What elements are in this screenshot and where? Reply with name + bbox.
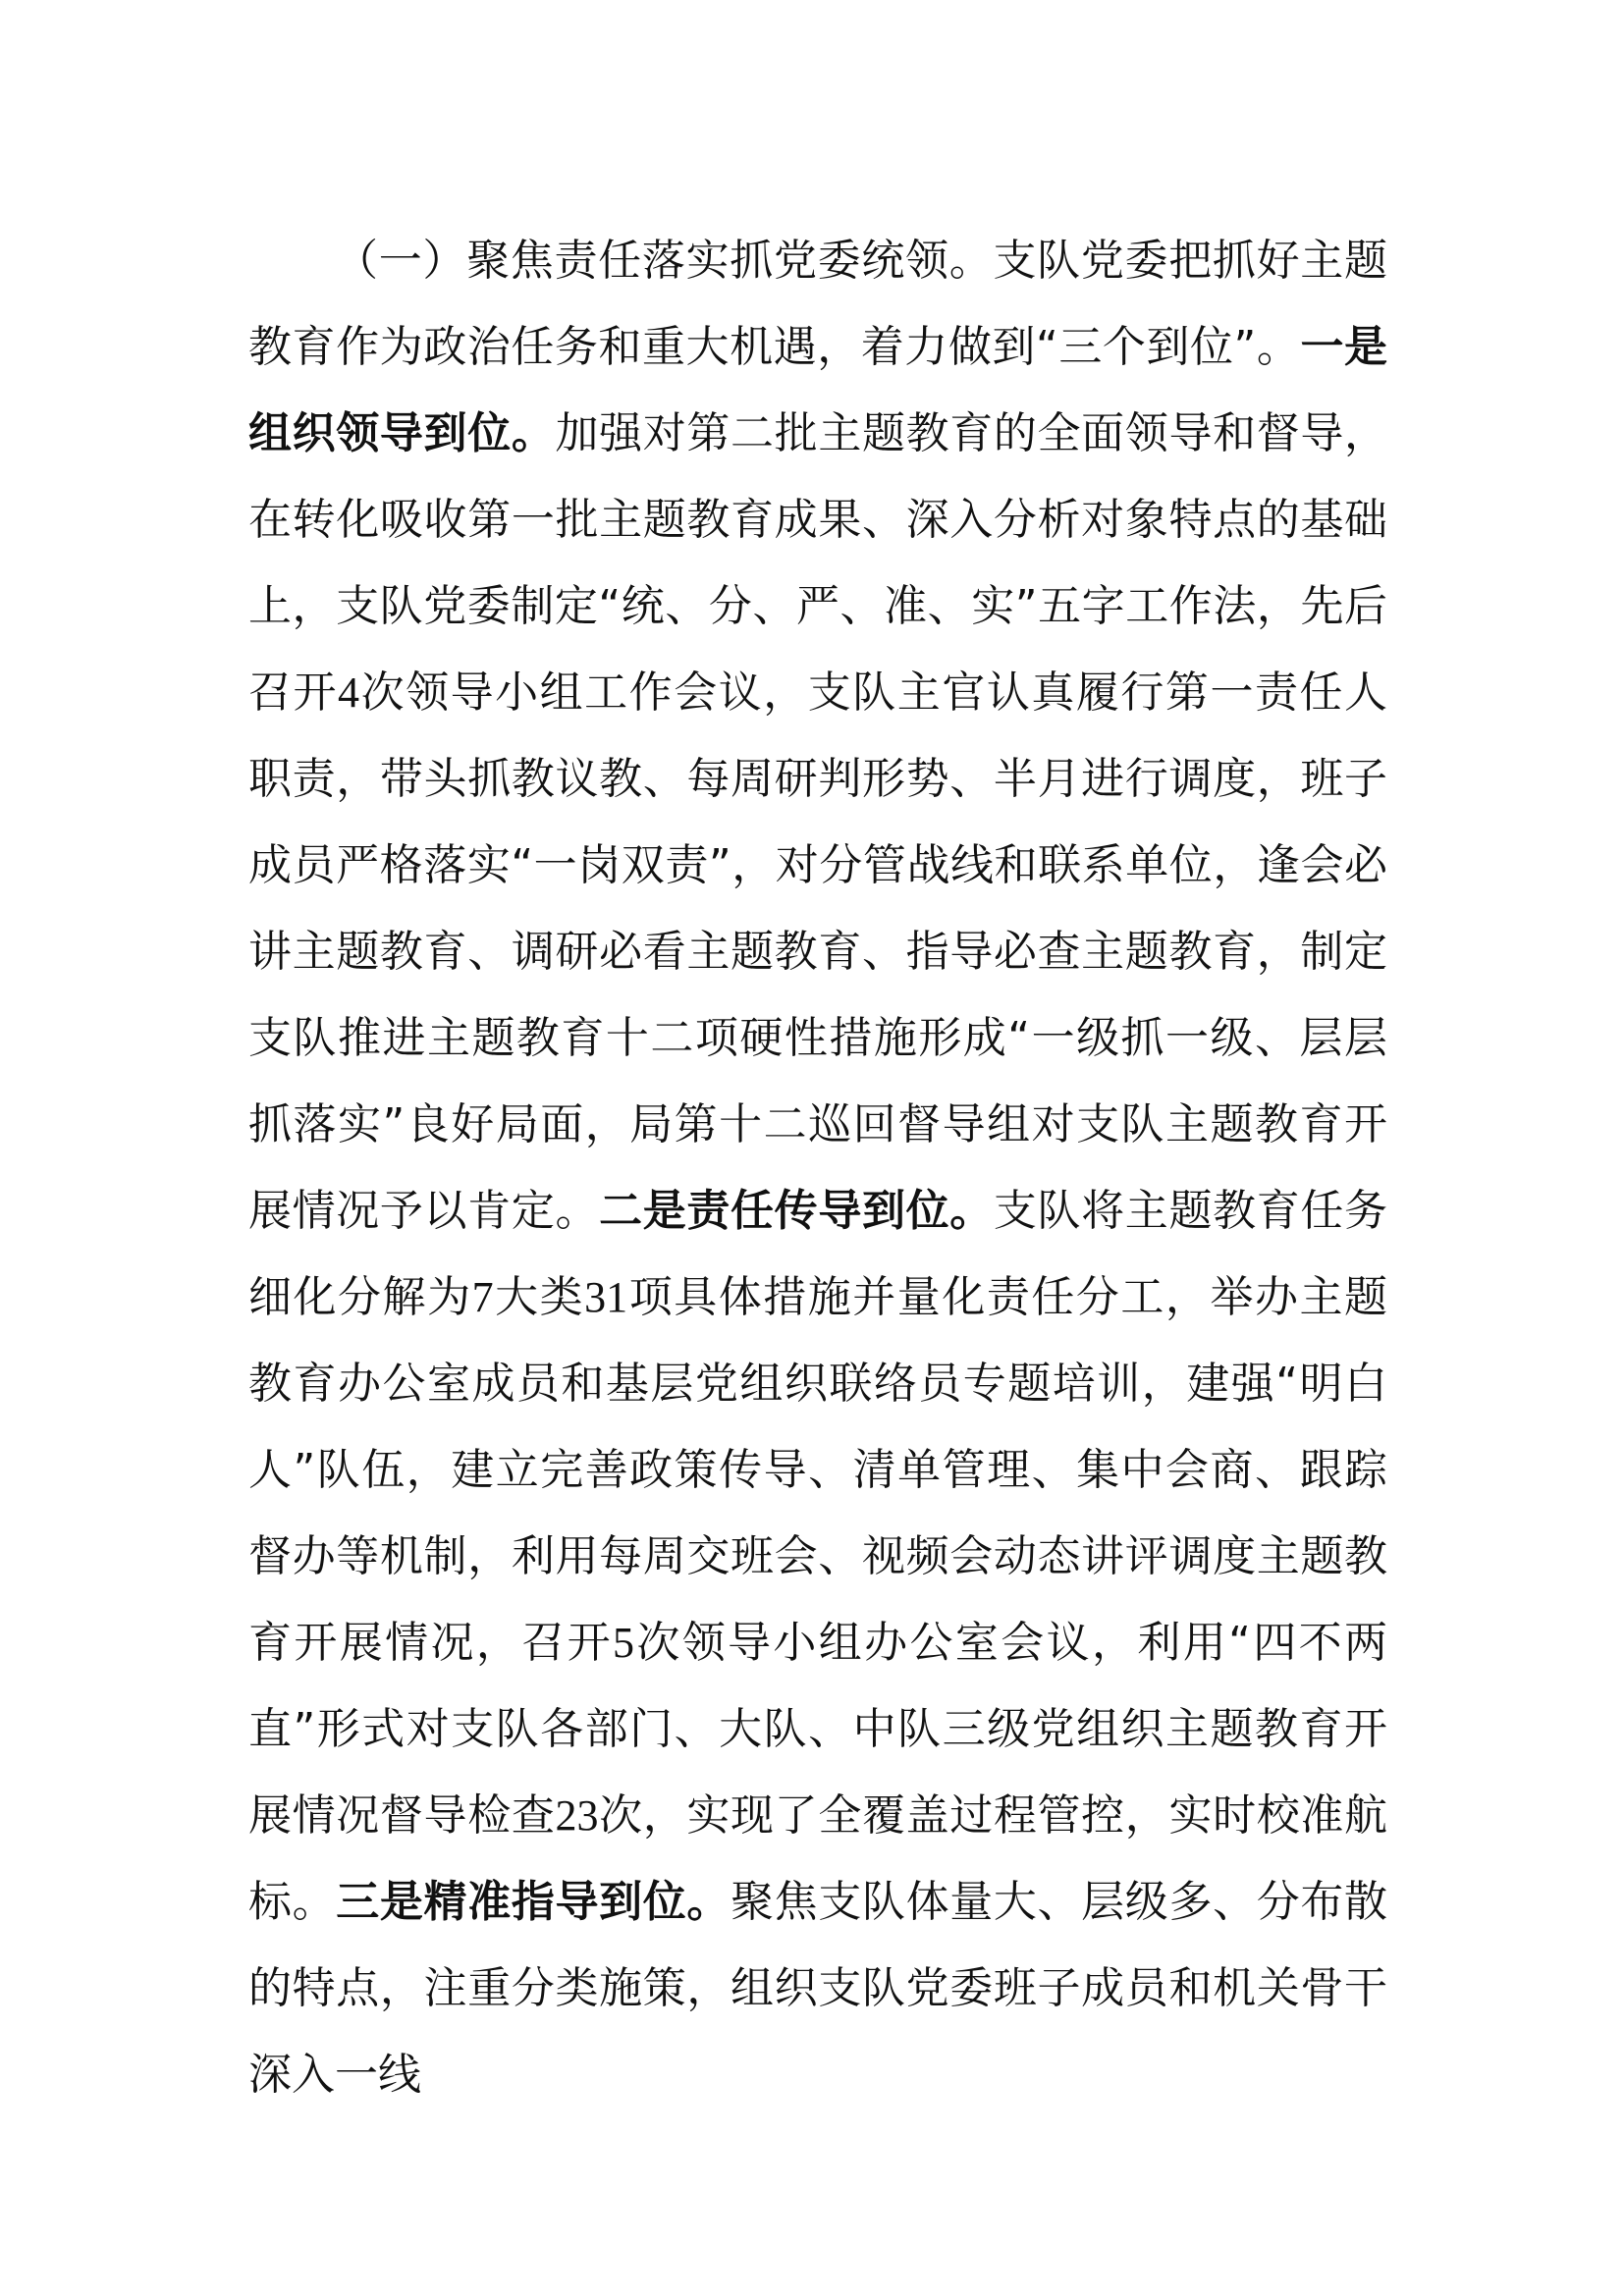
text-run: 次领导小组办公室会议，利用“四不两直”形式对支队各部门、大队、中队三级党组织主题教育开展情况督导检查 [248, 1618, 1388, 1841]
number-measures: 31 [584, 1273, 628, 1321]
number-meetings: 4 [338, 668, 360, 717]
bold-point-two: 二是责任传导到位。 [599, 1186, 994, 1236]
text-run: 次，实现了全覆盖过程管控，实时校准航标。 [248, 1790, 1388, 1927]
number-categories: 7 [471, 1273, 494, 1321]
text-run: 支队党委把抓好主题教育作为政治任务和重大机遇，着力做到“三个到位”。 [248, 236, 1388, 372]
bold-point-three: 三是精准指导到位。 [336, 1877, 731, 1927]
text-run: 项具体措施并量化责任分工，举办主题教育办公室成员和基层党组织联络员专题培训，建强“明白人”队伍，建立完善政策传导、清单管理、集中会商、跟踪督办等机制，利用每周交班会、视频会动态讲评调度主题教育开展情况，召开 [248, 1272, 1388, 1668]
text-run: 支队将主题教育任务细化分解为 [248, 1186, 1388, 1322]
body-paragraph [248, 218, 1387, 2118]
text-run: 次领导小组工作会议，支队主官认真履行第一责任人职责，带头抓教议教、每周研判形势、半月进行调度，班子成员严格落实“一岗双责”，对分管战线和联系单位，逢会必讲主题教育、调研必看主题教育、指导必查主题教育，制定支队推进主题教育十二项硬性措施形成“一级抓一级、层层抓落实”良好局面，局第十二巡回督导组对支队主题教育开展情况予以肯定。 [248, 667, 1388, 1236]
bold-point-one: 一是组织领导到位。 [248, 322, 1388, 458]
text-run: 大类 [493, 1272, 585, 1322]
number-inspections: 23 [555, 1791, 599, 1840]
text-run: 加强对第二批主题教育的全面领导和督导，在转化吸收第一批主题教育成果、深入分析对象特点的基础上，支队党委制定“统、分、严、准、实”五字工作法，先后召开 [248, 408, 1388, 718]
text-run: 聚焦支队体量大、层级多、分布散的特点，注重分类施策，组织支队党委班子成员和机关骨干深入一线 [248, 1877, 1388, 2100]
section-heading: （一）聚焦责任落实抓党委统领。 [335, 236, 994, 286]
number-office-meetings: 5 [612, 1619, 634, 1667]
